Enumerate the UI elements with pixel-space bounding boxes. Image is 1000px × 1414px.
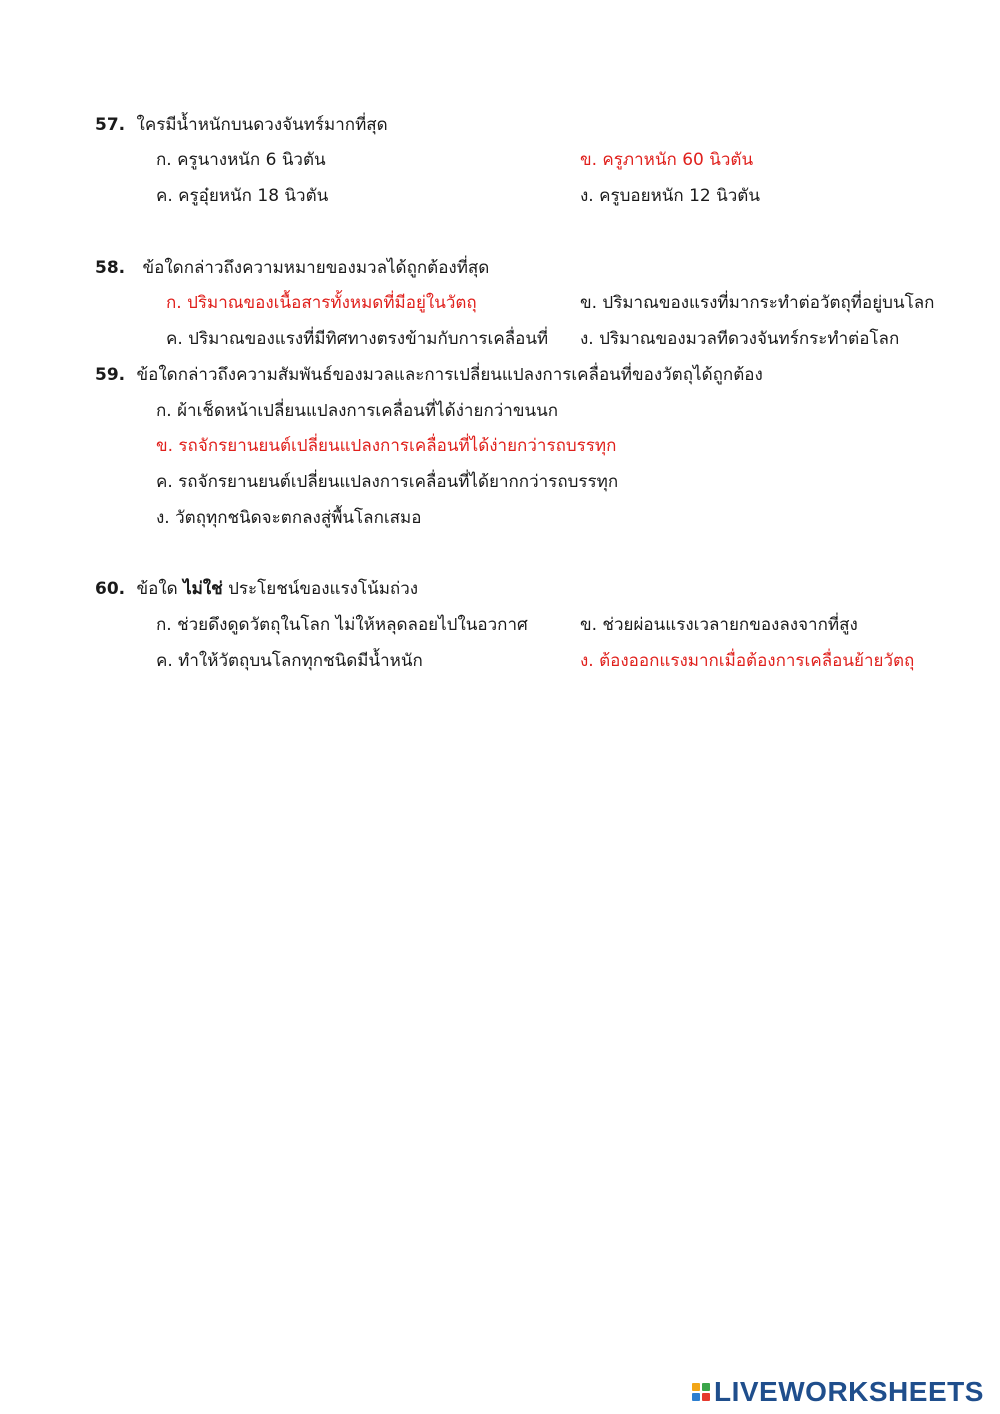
question-text-post: ประโยชน์ของแรงโน้มถ่วง <box>228 579 419 599</box>
question-number: 57. <box>95 115 126 135</box>
liveworksheets-logo <box>692 1376 984 1408</box>
logo-text: LIVEWORKSHEETS <box>714 1376 984 1407</box>
question-text: ข้อใดกล่าวถึงความหมายของมวลได้ถูกต้องที่สุด <box>142 258 490 278</box>
question-text: ข้อใดกล่าวถึงความสัมพันธ์ของมวลและการเปลี่ยนแปลงการเคลื่อนที่ของวัตถุได้ถูกต้อง <box>136 365 763 385</box>
choice-59-a: ก. ผ้าเช็ดหน้าเปลี่ยนแปลงการเคลื่อนที่ได้ง่ายกว่าขนนก <box>156 401 558 421</box>
choice-57-d: ง. ครูบอยหนัก 12 นิวตัน <box>580 186 760 206</box>
question-text-pre: ข้อใด <box>136 579 178 599</box>
question-number: 60. <box>95 579 126 599</box>
choice-57-c: ค. ครูอุ๋ยหนัก 18 นิวตัน <box>156 186 329 206</box>
choice-59-c: ค. รถจักรยานยนต์เปลี่ยนแปลงการเคลื่อนที่ได้ยากกว่ารถบรรทุก <box>156 472 619 492</box>
choice-58-a-answer: ก. ปริมาณของเนื้อสารทั้งหมดที่มีอยู่ในวัตถุ <box>166 293 477 313</box>
choice-58-b: ข. ปริมาณของแรงที่มากระทำต่อวัตถุที่อยู่บนโลก <box>580 293 935 313</box>
choice-57-a: ก. ครูนางหนัก 6 นิวตัน <box>156 150 326 170</box>
question-60 <box>95 578 418 600</box>
question-text: ใครมีน้ำหนักบนดวงจันทร์มากที่สุด <box>136 115 388 135</box>
choice-60-a: ก. ช่วยดึงดูดวัตถุในโลก ไม่ให้หลุดลอยไปในอวกาศ <box>156 615 528 635</box>
question-59 <box>95 364 763 386</box>
question-number: 58. <box>95 258 126 278</box>
choice-60-b: ข. ช่วยผ่อนแรงเวลายกของลงจากที่สูง <box>580 615 858 635</box>
question-text-emphasis: ไม่ใช่ <box>183 579 223 599</box>
question-58 <box>95 257 489 279</box>
choice-58-c: ค. ปริมาณของแรงที่มีทิศทางตรงข้ามกับการเคลื่อนที่ <box>166 329 549 349</box>
choice-59-b-answer: ข. รถจักรยานยนต์เปลี่ยนแปลงการเคลื่อนที่ได้ง่ายกว่ารถบรรทุก <box>156 436 617 456</box>
choice-59-d: ง. วัตถุทุกชนิดจะตกลงสู่พื้นโลกเสมอ <box>156 508 422 528</box>
question-number: 59. <box>95 365 126 385</box>
choice-60-d-answer: ง. ต้องออกแรงมากเมื่อต้องการเคลื่อนย้ายวัตถุ <box>580 651 915 671</box>
choice-58-d: ง. ปริมาณของมวลทีดวงจันทร์กระทำต่อโลก <box>580 329 900 349</box>
choice-60-c: ค. ทำให้วัตถุบนโลกทุกชนิดมีน้ำหนัก <box>156 651 423 671</box>
choice-57-b-answer: ข. ครูภาหนัก 60 นิวตัน <box>580 150 754 170</box>
question-57 <box>95 114 388 136</box>
logo-mark-icon <box>692 1383 710 1401</box>
